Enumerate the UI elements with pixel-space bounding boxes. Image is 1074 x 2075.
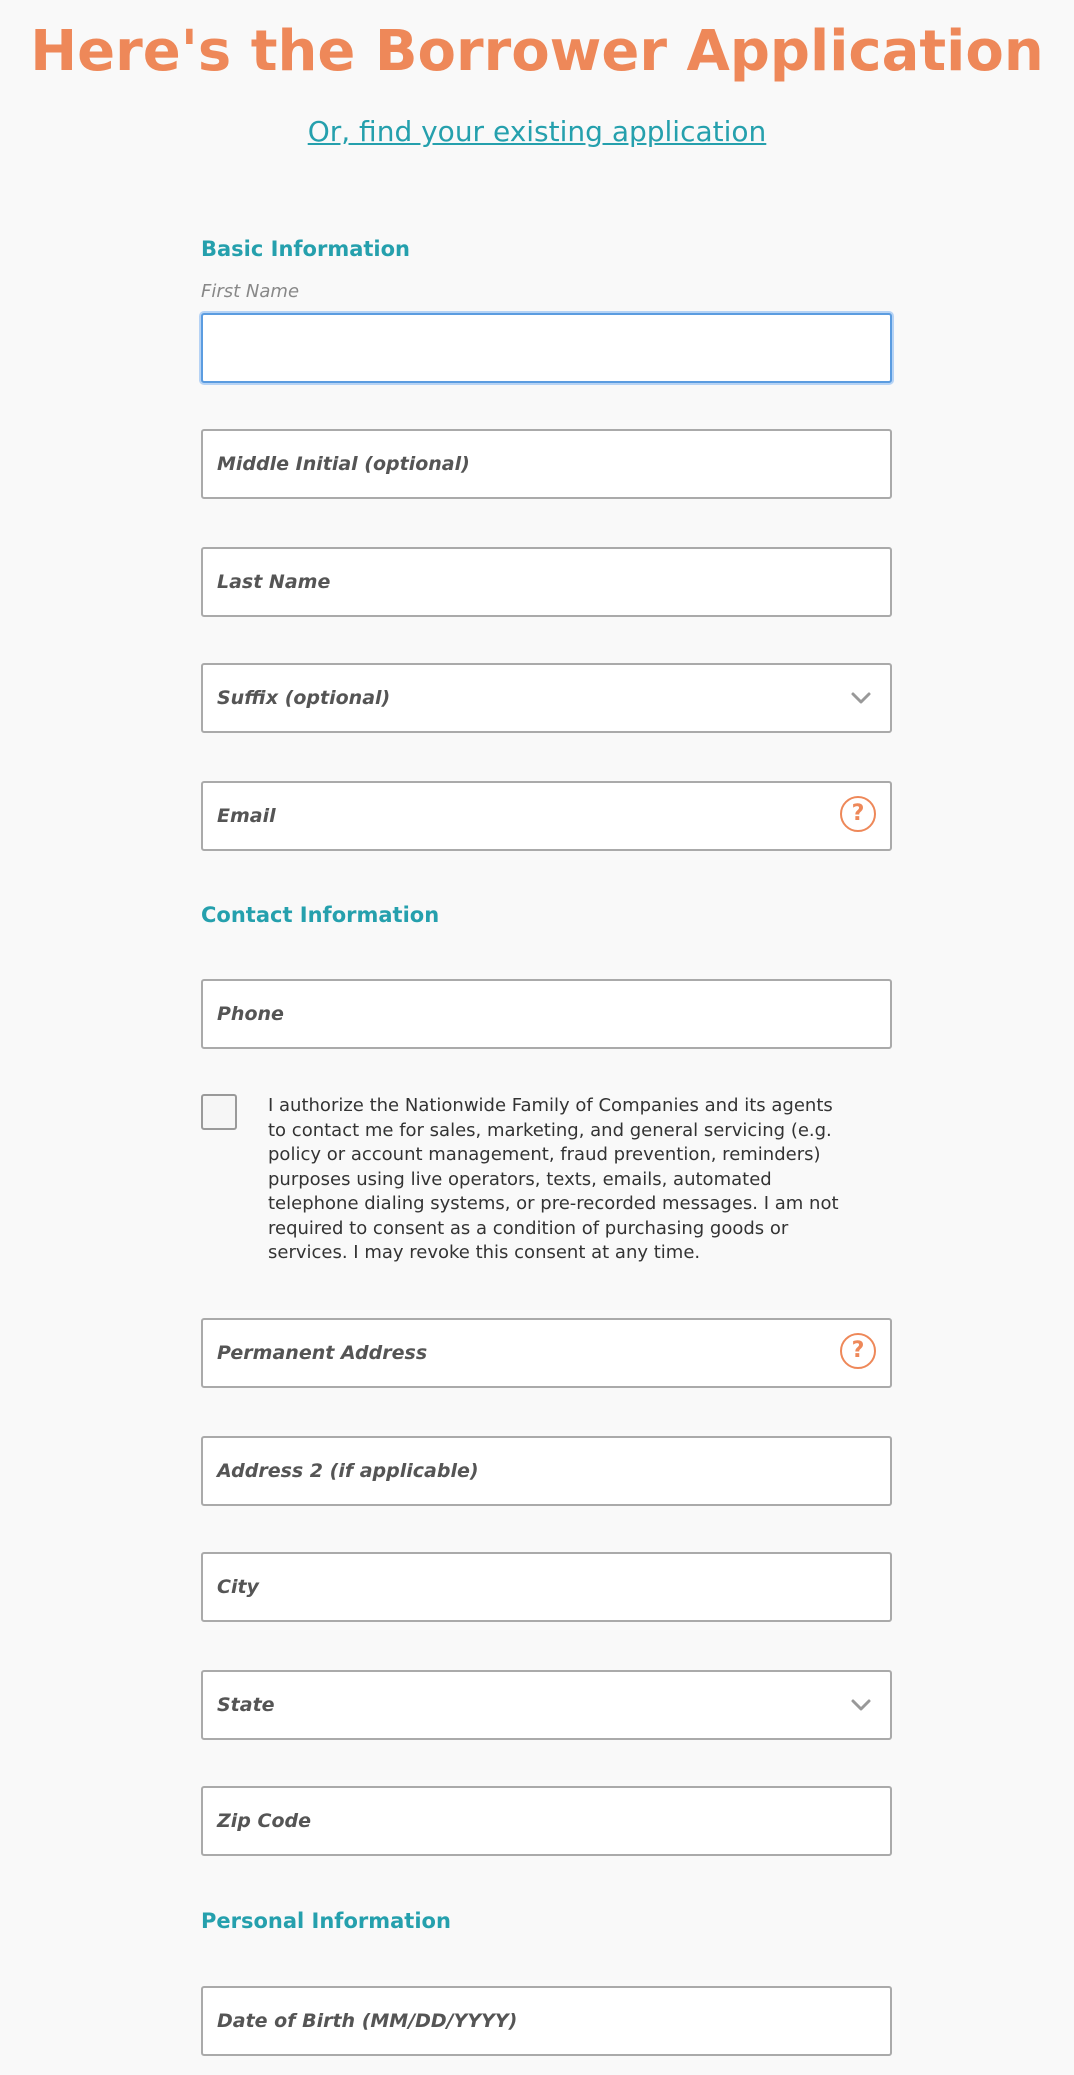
date-of-birth-placeholder: Date of Birth (MM/DD/YYYY) xyxy=(217,2010,518,2032)
help-circle-icon[interactable]: ? xyxy=(840,796,876,832)
chevron-down-icon xyxy=(850,687,872,709)
help-circle-icon[interactable]: ? xyxy=(840,1333,876,1369)
suffix-placeholder: Suffix (optional) xyxy=(217,687,391,709)
page-title: Here's the Borrower Application xyxy=(30,19,1044,84)
section-heading-basic: Basic Information xyxy=(201,237,410,261)
phone-input[interactable] xyxy=(201,979,892,1049)
address2-placeholder: Address 2 (if applicable) xyxy=(217,1460,479,1482)
last-name-input[interactable] xyxy=(201,547,892,617)
suffix-select[interactable] xyxy=(201,663,892,733)
consent-checkbox[interactable] xyxy=(201,1094,237,1130)
city-placeholder: City xyxy=(217,1576,259,1598)
section-heading-personal: Personal Information xyxy=(201,1909,451,1933)
permanent-address-input[interactable] xyxy=(201,1318,892,1388)
email-placeholder: Email xyxy=(217,805,276,827)
email-input[interactable] xyxy=(201,781,892,851)
state-select[interactable] xyxy=(201,1670,892,1740)
permanent-address-placeholder: Permanent Address xyxy=(217,1342,428,1364)
consent-text: I authorize the Nationwide Family of Companies and its agents to contact me for sales, marketing, and general servicing (e.g. policy or account management, fraud prevention, reminders) purposes using live operators, texts, emails, automated telephone dialing systems, or pre-recorded messages. I am not required to consent as a condition of purchasing goods or services. I may revoke this consent at any time. xyxy=(268,1095,839,1263)
state-placeholder: State xyxy=(217,1694,275,1716)
phone-placeholder: Phone xyxy=(217,1003,284,1025)
zip-code-input[interactable] xyxy=(201,1786,892,1856)
first-name-label: First Name xyxy=(201,281,300,302)
zip-code-placeholder: Zip Code xyxy=(217,1810,311,1832)
date-of-birth-input[interactable] xyxy=(201,1986,892,2056)
last-name-placeholder: Last Name xyxy=(217,571,331,593)
chevron-down-icon xyxy=(850,1694,872,1716)
address2-input[interactable] xyxy=(201,1436,892,1506)
city-input[interactable] xyxy=(201,1552,892,1622)
find-existing-application-link[interactable]: Or, find your existing application xyxy=(307,115,767,148)
first-name-input[interactable] xyxy=(201,313,892,383)
middle-initial-input[interactable] xyxy=(201,429,892,499)
middle-initial-placeholder: Middle Initial (optional) xyxy=(217,453,470,475)
section-heading-contact: Contact Information xyxy=(201,903,440,927)
